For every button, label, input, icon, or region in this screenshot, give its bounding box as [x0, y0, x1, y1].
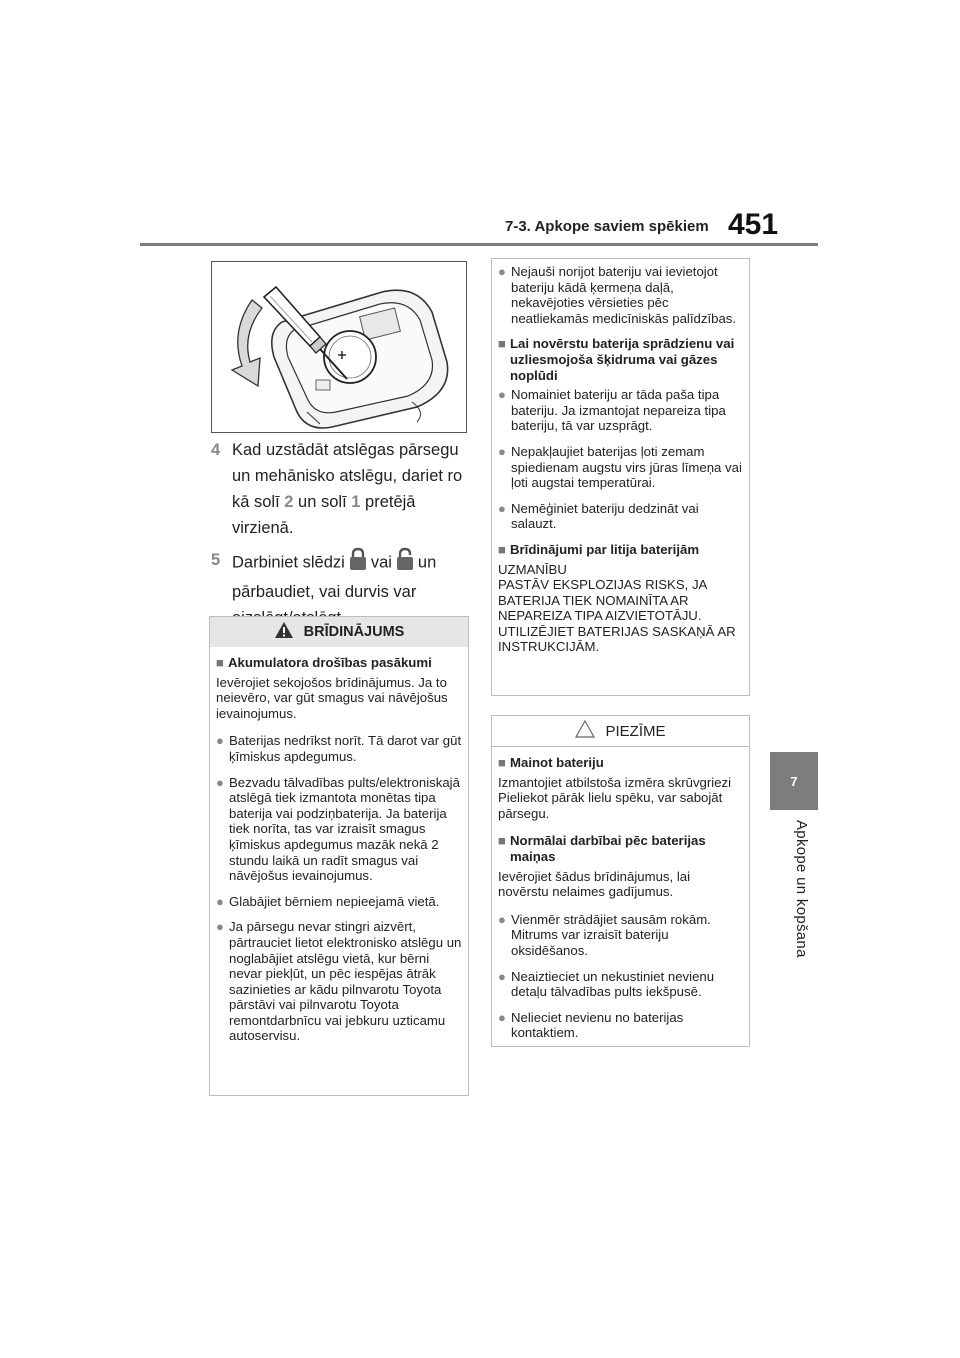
section-heading: ■ Normālai darbībai pēc baterijas maiņas	[498, 833, 706, 864]
note-text: Ievērojiet šādus brīdinājumus, lai novērstu nelaimes gadījumus.	[498, 868, 691, 900]
note-text: Izmantojiet atbilstoša izmēra skrūvgriezi Pieliekot pārāk lielu spēku, var sabojāt pārsegu.	[498, 774, 732, 821]
page-number: 451	[728, 208, 779, 241]
warning-intro: Ievērojiet sekojošos brīdinājumus. Ja to neievēro, var gūt smagus vai nāvējošus ievainojumus.	[216, 674, 448, 721]
section-heading: ■ Mainot bateriju	[498, 755, 604, 770]
section-heading: ■ Akumulatora drošības pasākumi	[216, 655, 432, 670]
caution-text: UZMANĪBU PASTĀV EKSPLOZIJAS RISKS, JA BATERIJA TIEK NOMAINĪTA AR NEPAREIZA TIPA AIZVIETOTĀJU. UTILIZĒJIET BATERIJAS SASKAŅĀ AR INSTRUKCIJĀM.	[498, 561, 736, 655]
list-item: ● Nemēģiniet bateriju dedzināt vai salauzt.	[498, 500, 699, 532]
list-item: ● Nomainiet bateriju ar tāda paša tipa bateriju. Ja izmantojat nepareiza tipa bateriju, tā var uzsprāgt.	[498, 387, 726, 434]
step-text: Darbiniet slēdzi vai un pārbaudiet, vai durvis var	[232, 547, 473, 631]
list-item: ● Nelieciet nevienu no baterijas kontaktiem.	[498, 1009, 684, 1041]
list-item: ● Nejauši norijot bateriju vai ievietojot bateriju kādā ķermeņa daļā, nekavējoties vērsieties pēc neatliekamās medicīniskās palīdzības.	[498, 264, 737, 326]
list-item: ● Nepakļaujiet baterijas ļoti zemam spiedienam augstu virs jūras līmeņa vai ļoti augstai temperatūrai.	[498, 443, 742, 491]
warning-box-continued	[491, 258, 750, 696]
list-item: ● Ja pārsegu nevar stingri aizvērt, pārtrauciet lietot elektronisko atslēgu un noglabājiet atslēgu vietā, kur bērni nevar piekļūt, un pēc iespējas ātrāk sazinieties ar kādu pilnvarotu Toyota pārstāvi vai pilnvarotu Toyota remontdarbnīcu vai jebkuru uzticamu autoservisu.	[216, 919, 462, 1044]
section-heading: ■ Brīdinājumi par litija baterijām	[498, 541, 700, 557]
note-box	[491, 715, 750, 1047]
lock-icon	[348, 547, 368, 579]
step-number: 4	[211, 441, 221, 459]
step-number: 5	[211, 551, 221, 569]
section-title: 7-3. Apkope saviem spēkiem	[505, 218, 709, 235]
list-item: ● Glabājiet bērniem nepieejamā vietā.	[216, 893, 440, 909]
step-ref: 2	[284, 493, 294, 511]
key-battery-illustration	[211, 261, 467, 433]
section-heading: ■ Lai novērstu baterija sprādzienu vai uzliesmojoša šķidruma vai gāzes noplūdi	[498, 336, 735, 383]
step-4	[211, 437, 473, 541]
chapter-tab: 7	[770, 752, 818, 810]
list-item: ● Vienmēr strādājiet sausām rokām. Mitrums var izraisīt bateriju oksidēšanos.	[498, 911, 711, 958]
note-triangle-icon	[575, 720, 595, 742]
header-divider	[140, 243, 818, 246]
chapter-label: Apkope un kopšana	[793, 820, 810, 958]
instruction-steps	[211, 437, 473, 637]
step-text: Kad uzstādāt atslēgas pārsegu un mehānisko atslēgu, dariet ro kā solī 2 un solī 1 pretējā virzienā.	[232, 441, 463, 537]
list-item: ● Neaiztieciet un nekustiniet nevienu detaļu tālvadības pults iekšpusē.	[498, 968, 715, 1000]
note-header: PIEZĪME	[492, 716, 749, 747]
list-item: ● Baterijas nedrīkst norīt. Tā darot var gūt ķīmiskus apdegumus.	[216, 733, 462, 764]
unlock-icon	[395, 547, 415, 579]
warning-triangle-icon	[274, 621, 294, 643]
step-ref: 1	[351, 493, 361, 511]
warning-box	[209, 616, 469, 1096]
warning-header: BRĪDINĀJUMS	[210, 617, 468, 647]
list-item: ● Bezvadu tālvadības pults/elektroniskajā atslēgā tiek izmantota monētas tipa baterija vai podziņbaterija. Ja baterija tiek norīta, tas var izraisīt smagus ķīmiskus apdegumus mazāk nekā 2 stundu laikā un radīt smagus vai nāvējošus ievainojumus.	[216, 774, 460, 884]
